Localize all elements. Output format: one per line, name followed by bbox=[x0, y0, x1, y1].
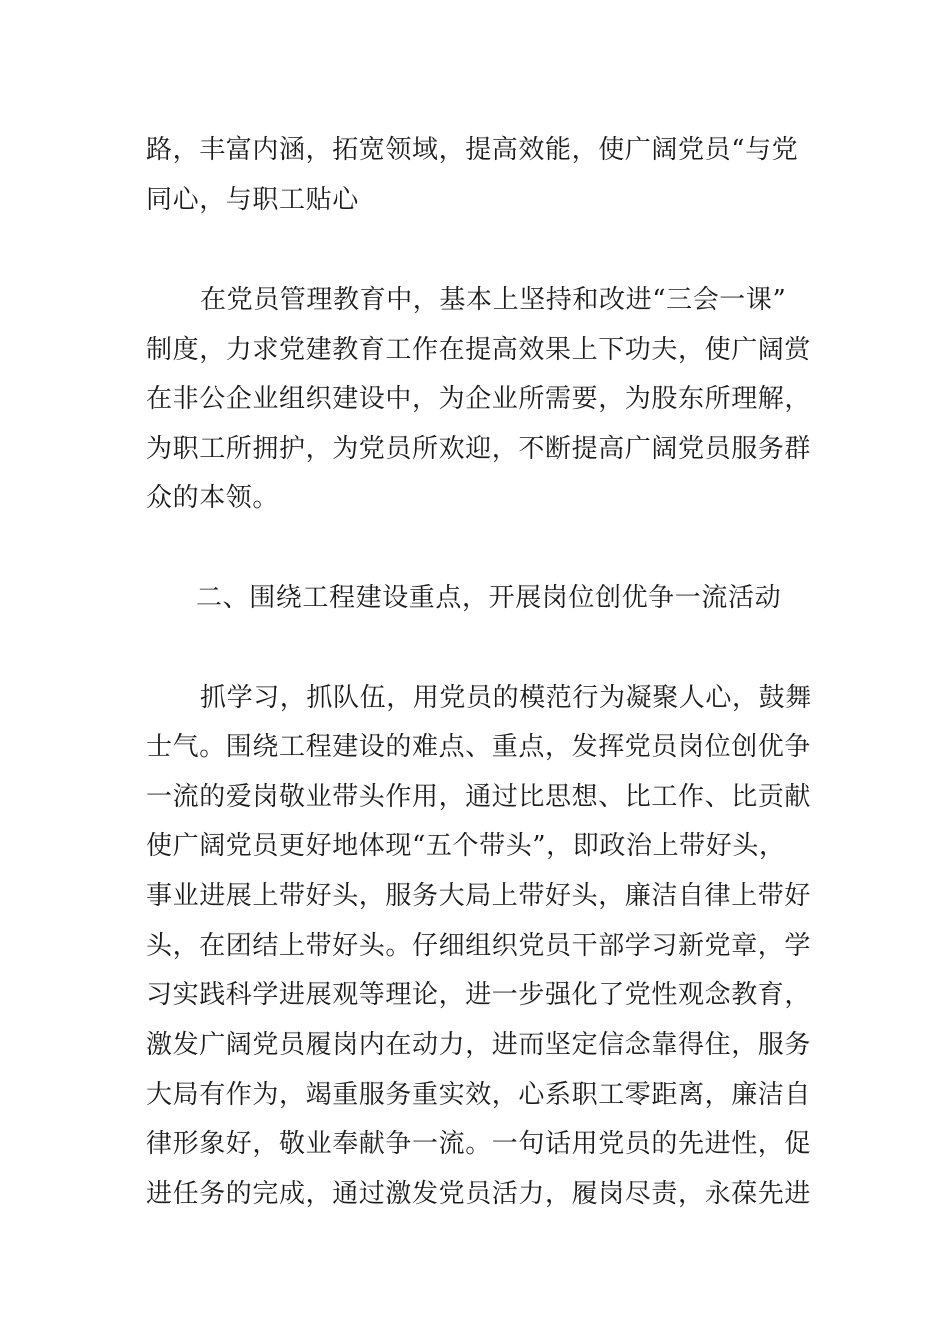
paragraph-line: 习实践科学进展观等理论，进一步强化了党性观念教育， bbox=[146, 980, 812, 1010]
paragraph-line: 在非公企业组织建设中，为企业所需要，为股东所理解， bbox=[146, 384, 812, 414]
section-heading: 二、围绕工程建设重点，开展岗位创优争一流活动 bbox=[196, 583, 782, 613]
paragraph-line: 事业进展上带好头，服务大局上带好头，廉洁自律上带好 bbox=[146, 881, 812, 911]
paragraph-line: 士气。围绕工程建设的难点、重点，发挥党员岗位创优争 bbox=[146, 732, 812, 762]
paragraph-line: 进任务的完成，通过激发党员活力，履岗尽责，永葆先进 bbox=[146, 1179, 812, 1209]
paragraph-line: 制度，力求党建教育工作在提高效果上下功夫，使广阔赏 bbox=[146, 335, 812, 365]
paragraph-line: 路，丰富内涵，拓宽领域，提高效能，使广阔党员“与党 bbox=[146, 135, 799, 165]
paragraph-line: 同心，与职工贴心 bbox=[146, 185, 359, 215]
paragraph-line: 一流的爱岗敬业带头作用，通过比思想、比工作、比贡献 bbox=[146, 782, 812, 812]
paragraph-line: 在党员管理教育中，基本上坚持和改进“三会一课” bbox=[200, 285, 787, 315]
paragraph-line: 众的本领。 bbox=[146, 483, 280, 513]
paragraph-line: 头，在团结上带好头。仔细组织党员干部学习新党章，学 bbox=[146, 931, 812, 961]
paragraph-line: 为职工所拥护，为党员所欢迎，不断提高广阔党员服务群 bbox=[146, 434, 812, 464]
paragraph-line: 使广阔党员更好地体现“五个带头”，即政治上带好头， bbox=[146, 831, 786, 861]
paragraph-line: 激发广阔党员履岗内在动力，进而坚定信念靠得住，服务 bbox=[146, 1030, 812, 1060]
paragraph-line: 抓学习，抓队伍，用党员的模范行为凝聚人心，鼓舞 bbox=[200, 683, 812, 713]
paragraph-line: 大局有作为，竭重服务重实效，心系职工零距离，廉洁自 bbox=[146, 1080, 812, 1110]
paragraph-line: 律形象好，敬业奉献争一流。一句话用党员的先进性，促 bbox=[146, 1129, 812, 1159]
